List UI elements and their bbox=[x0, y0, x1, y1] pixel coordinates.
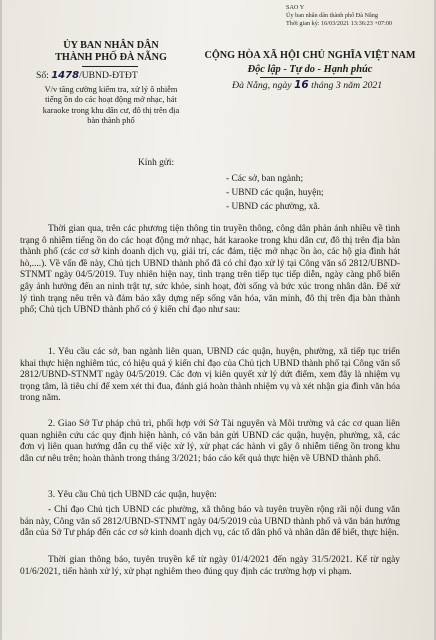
org-underline bbox=[82, 66, 138, 67]
body-paragraph bbox=[20, 555, 400, 578]
doc-no-suffix: /UBND-ĐTĐT bbox=[79, 70, 138, 81]
page-edge-shadow bbox=[0, 0, 2, 640]
paragraph-text: Thời gian thông báo, tuyên truyền kể từ ngày 01/4/2021 đến ngày 31/5/2021. Kể từ ngày 01/6/2021, tiến hành xử lý, xử phạt nghiêm theo đúng quy định các trường hợp vi phạm. bbox=[20, 555, 400, 577]
document-subject: V/v tăng cường kiểm tra, xử lý ô nhiễm tiếng ồn do các hoạt động mở nhạc, hát karaoke trong khu dân cư, đô thị trên địa bàn thành phố bbox=[42, 85, 180, 126]
body-paragraph bbox=[20, 490, 400, 502]
recipients-label: Kính gửi: bbox=[138, 158, 175, 168]
date-day-handwritten: 16 bbox=[294, 79, 309, 91]
recipient-item: - Các sở, ban ngành; bbox=[226, 174, 304, 184]
place-prefix: Đà Nẵng, ngày bbox=[232, 80, 292, 91]
paragraph-text: Thời gian qua, trên các phương tiện thông tin truyền thông, công dân phản ánh nhiều về tình trạng ô nhiễm tiếng ồn do các hoạt động mở nhạc, hát karaoke trong khu dân cư, đô thị trên địa bàn thành phố (các cơ sở kinh doanh dịch vụ, giải trí, các đám, tiệc mở nhạc ồn ào, các hộ gia đình hát hò,....). Về vấn đề này, Chủ tịch UBND thành phố đã có chỉ đạo xử lý tại Công văn số 2812/UBND-STNMT ngày 04/5/2019. Tuy nhiên hiện nay, tình trạng trên tiếp tục tiếp diễn, ngày càng phổ biến gây ảnh hưởng đến an ninh trật tự, sức khỏe, sinh hoạt, đời sống và bức xúc trong nhân dân. Để xử lý tình trạng nêu trên và đảm bảo xây dựng nếp sống văn hóa, văn minh, đô thị trên địa bàn thành phố; Chủ tịch UBND thành phố có ý kiến chỉ đạo như sau: bbox=[20, 224, 400, 316]
paragraph-text: - Chỉ đạo Chủ tịch UBND các phường, xã thông báo và tuyên truyền rộng rãi nội dung văn bản này, Công văn số 2812/UBND-STNMT ngày 04/5/2019 của UBND thành phố và văn bản hướng dẫn của Sở Tư pháp đến các cơ sở kinh doanh dịch vụ, các tổ dân phố và nhân dân để biết, thực hiện. bbox=[20, 505, 400, 539]
paragraph-text: 1. Yêu cầu các sở, ban ngành liên quan, UBND các quận, huyện, phường, xã tiếp tục triển khai thực hiện nghiêm túc, có hiệu quả ý kiến chỉ đạo của Chủ tịch UBND thành phố tại Công văn số 2812/UBND-STNMT ngày 04/5/2019. Các đơn vị kiên quyết xử lý dứt điểm, xem đây là nhiệm vụ trọng tâm, là tiêu chí để xem xét thi đua, đánh giá hoàn thành nhiệm vụ và xét nhận gia đình văn hóa trong năm. bbox=[20, 347, 401, 404]
paragraph-text: 2. Giao Sở Tư pháp chủ trì, phối hợp với Sở Tài nguyên và Môi trường và các cơ quan liên quan nghiên cứu các quy định hiện hành, có văn bản gửi UBND các quận, huyện, phường, xã, các đơn vị liên quan hướng dẫn cụ thể việc xử lý, xử phạt các hành vi gây ô nhiễm tiếng ồn trong khu dân cư nêu trên; hoàn thành trong tháng 3/2021; báo cáo kết quả thực hiện về UBND thành phố. bbox=[20, 419, 400, 464]
motto-underline bbox=[260, 77, 362, 78]
paragraph-text: 3. Yêu cầu Chủ tịch UBND các quận, huyện: bbox=[48, 490, 217, 500]
body-paragraph bbox=[20, 347, 400, 405]
national-title: CỘNG HÒA XÃ HỘI CHỦ NGHĨA VIỆT NAM bbox=[204, 50, 416, 61]
copy-stamp-line: Ủy ban nhân dân thành phố Đà Nẵng bbox=[286, 12, 378, 19]
body-paragraph bbox=[20, 505, 400, 540]
copy-stamp bbox=[286, 4, 392, 28]
org-name-line: THÀNH PHỐ ĐÀ NẴNG bbox=[55, 52, 167, 63]
recipient-item: - UBND các phường, xã. bbox=[226, 202, 320, 212]
body-paragraph bbox=[20, 419, 400, 465]
copy-stamp-line: SAO Y bbox=[286, 4, 305, 11]
body-paragraph bbox=[20, 224, 400, 317]
document-number bbox=[36, 70, 138, 81]
copy-stamp-line: Thời gian ký: 16/03/2021 13:36:23 +07:00 bbox=[286, 20, 392, 27]
org-name-line: ỦY BAN NHÂN DÂN bbox=[63, 40, 159, 51]
doc-no-prefix: Số: bbox=[36, 70, 49, 81]
doc-no-handwritten: 1478 bbox=[51, 70, 80, 81]
issuing-organization bbox=[36, 40, 186, 64]
place-suffix: tháng 3 năm 2021 bbox=[311, 80, 383, 91]
recipient-item: - UBND các quận, huyện; bbox=[226, 188, 324, 198]
national-motto: Độc lập - Tự do - Hạnh phúc bbox=[247, 64, 373, 75]
place-and-date bbox=[232, 79, 382, 91]
